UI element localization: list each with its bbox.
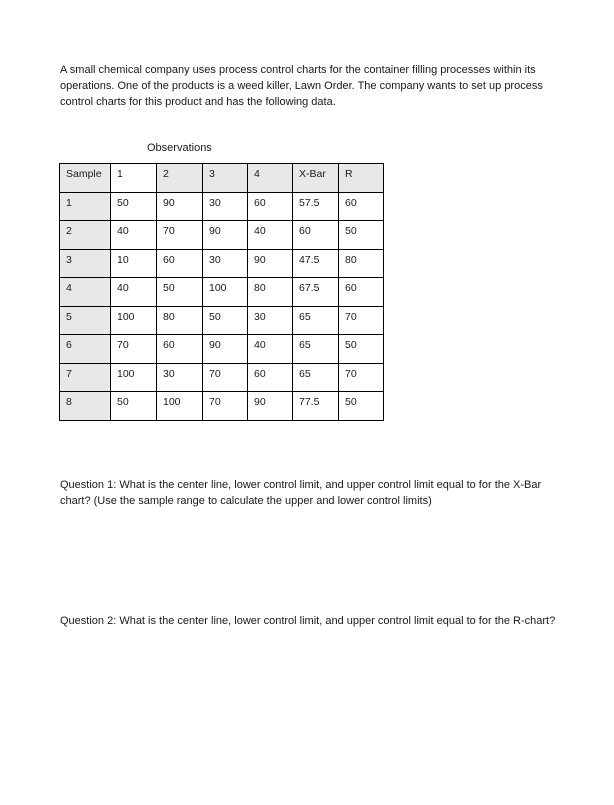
table-cell: 100 [203, 278, 248, 307]
table-row [60, 306, 384, 335]
table-cell: 90 [157, 192, 203, 221]
table-cell: 70 [203, 392, 248, 421]
table-cell: 50 [111, 192, 157, 221]
table-cell: 50 [339, 335, 384, 364]
table-cell: 100 [111, 363, 157, 392]
table-row [60, 192, 384, 221]
intro-paragraph: A small chemical company uses process control charts for the container filling processes within its operations. One of the products is a weed killer, Lawn Order. The company wants to set up process control charts for this product and has the following data. [60, 64, 543, 108]
header-cell: 4 [248, 164, 293, 193]
table-cell: 70 [157, 221, 203, 250]
table-row [60, 249, 384, 278]
table-cell: 40 [111, 278, 157, 307]
table-cell: 40 [248, 335, 293, 364]
sample-cell: 1 [60, 192, 111, 221]
sample-cell: 6 [60, 335, 111, 364]
table-cell: 80 [248, 278, 293, 307]
table-cell: 50 [203, 306, 248, 335]
table-cell: 90 [248, 249, 293, 278]
question-1: Question 1: What is the center line, lower control limit, and upper control limit equal to for the X-Bar chart? (Use the sample range to calculate the upper and lower control limits) [60, 479, 542, 507]
table-cell: 65 [293, 335, 339, 364]
sample-cell: 7 [60, 363, 111, 392]
table-cell: 90 [248, 392, 293, 421]
table-cell: 60 [157, 249, 203, 278]
table-cell: 90 [203, 221, 248, 250]
header-cell: 3 [203, 164, 248, 193]
table-cell: 70 [339, 363, 384, 392]
table-cell: 70 [111, 335, 157, 364]
table-cell: 77.5 [293, 392, 339, 421]
question-2: Question 2: What is the center line, lower control limit, and upper control limit equal to for the R-chart? [60, 615, 556, 627]
table-cell: 47.5 [293, 249, 339, 278]
table-cell: 57.5 [293, 192, 339, 221]
table-cell: 60 [157, 335, 203, 364]
table-cell: 40 [111, 221, 157, 250]
table-cell: 60 [248, 363, 293, 392]
table-cell: 50 [339, 221, 384, 250]
sample-cell: 2 [60, 221, 111, 250]
table-cell: 65 [293, 363, 339, 392]
header-cell: 1 [111, 164, 157, 193]
table-cell: 10 [111, 249, 157, 278]
table-cell: 30 [157, 363, 203, 392]
header-cell: X-Bar [293, 164, 339, 193]
table-cell: 50 [157, 278, 203, 307]
header-cell: R [339, 164, 384, 193]
table-cell: 30 [203, 192, 248, 221]
table-row [60, 392, 384, 421]
table-cell: 40 [248, 221, 293, 250]
table-row [60, 363, 384, 392]
table-cell: 30 [248, 306, 293, 335]
table-row [60, 335, 384, 364]
sample-cell: 8 [60, 392, 111, 421]
sample-cell: 5 [60, 306, 111, 335]
table-cell: 100 [157, 392, 203, 421]
table-row [60, 278, 384, 307]
sample-cell: 4 [60, 278, 111, 307]
table-cell: 70 [203, 363, 248, 392]
header-cell: 2 [157, 164, 203, 193]
table-cell: 60 [339, 278, 384, 307]
table-row [60, 221, 384, 250]
table-cell: 50 [111, 392, 157, 421]
table-cell: 60 [339, 192, 384, 221]
sample-cell: 3 [60, 249, 111, 278]
table-cell: 80 [157, 306, 203, 335]
table-cell: 50 [339, 392, 384, 421]
header-cell: Sample [60, 164, 111, 193]
table-cell: 100 [111, 306, 157, 335]
table-header-row [60, 164, 384, 193]
data-table [59, 163, 384, 421]
table-cell: 65 [293, 306, 339, 335]
table-cell: 60 [248, 192, 293, 221]
observations-label: Observations [147, 142, 212, 154]
table-cell: 30 [203, 249, 248, 278]
table-cell: 90 [203, 335, 248, 364]
table-cell: 67.5 [293, 278, 339, 307]
table-cell: 80 [339, 249, 384, 278]
table-cell: 70 [339, 306, 384, 335]
table-cell: 60 [293, 221, 339, 250]
